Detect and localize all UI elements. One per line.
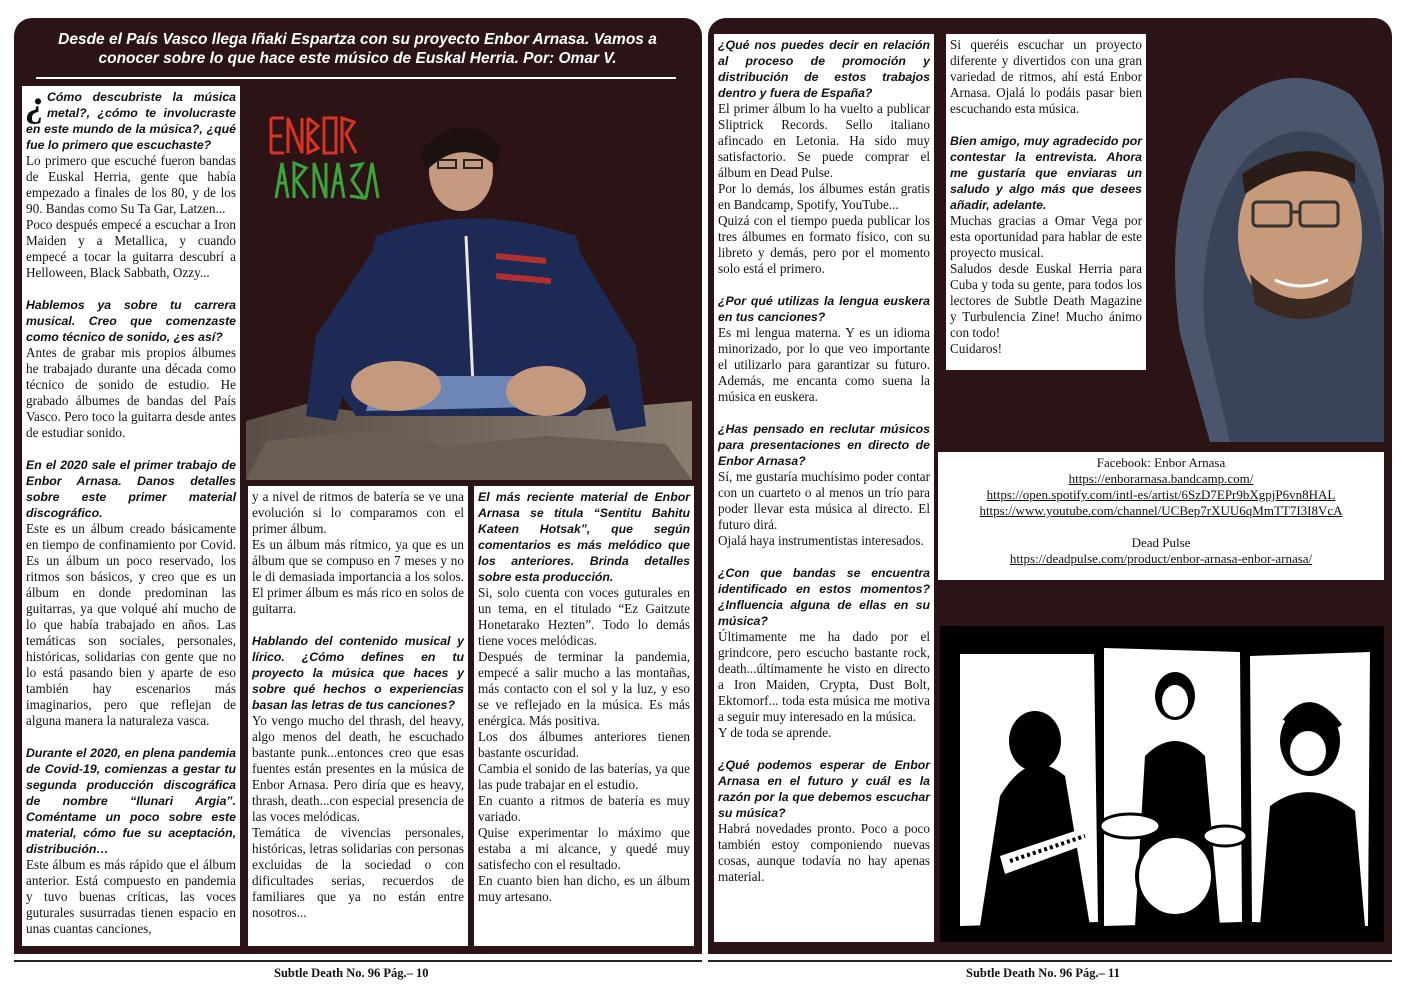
answer: Saludos desde Euskal Herria para Cuba y toda su gente, para todos los lectores de Subtle Death Magazine y Turbulencia Zine! Mucho ánimo con todo! [950, 261, 1142, 340]
answer: Yo vengo mucho del thrash, del heavy, algo menos del death, he escuchado bastante punk...entonces creo que esas fuentes están presentes en la música de Enbor Arnasa. Pero diría que es heavy, thrash, death...con especial presencia de las voces melódicas. [252, 713, 464, 824]
answer: Y de toda se aprende. [718, 725, 832, 740]
article-intro: Desde el País Vasco llega Iñaki Espartza con su proyecto Enbor Arnasa. Vamos a conocer sobre lo que hace este músico de Euskal Herria. Por: Omar V. [58, 31, 657, 67]
answer: Ojalá haya instrumentistas interesados. [718, 533, 924, 548]
column-3 [474, 486, 694, 946]
answer: Si queréis escuchar un proyecto diferente y divertidos con una gran variedad de ritmos, ahí está Enbor Arnasa. Ojalá lo podáis pasar bien escuchando esta música. [950, 37, 1142, 116]
answer: Últimamente me ha dado por el grindcore, pero escucho bastante rock, death...últimamente he visto en directo a Iron Maiden, Crypta, Dust Bolt, Ektomorf... toda esta música me motiva a seguir muy interesado en la música. [718, 629, 930, 724]
answer: Después de terminar la pandemia, empecé a salir mucho a las montañas, más contacto con el sol y la luz, y eso se ve reflejado en la música. Es más enérgica. Más positiva. [478, 649, 690, 728]
answer: Habrá novedades pronto. Poco a poco también estoy componiendo nuevas cosas, aunque todavía no hay apenas material. [718, 821, 930, 884]
answer: Temática de vivencias personales, históricas, letras solidarias con personas excluidas de la sociedad o con dificultades serias, recuerdos de familiares que ya no están entre nosotros... [252, 825, 464, 920]
answer: Este álbum es más rápido que el álbum anterior. Está compuesto en pandemia y tuvo buenas críticas, las voces guturales susurradas tienen espacio en unas cuantas canciones, [26, 857, 236, 936]
question: En el 2020 sale el primer trabajo de Enbor Arnasa. Danos detalles sobre este primer material discográfico. [26, 458, 236, 520]
answer: Los dos álbumes anteriores tienen bastante oscuridad. [478, 729, 690, 760]
intro-divider [36, 77, 676, 79]
answer: Cuidaros! [950, 341, 1003, 356]
question: Bien amigo, muy agradecido por contestar la entrevista. Ahora me gustaría que enviaras un saludo y algo más que desees añadir, adelante. [950, 134, 1142, 212]
answer: Muchas gracias a Omar Vega por esta oportunidad para hablar de este proyecto musical. [950, 213, 1142, 260]
links-box [938, 452, 1384, 580]
page-footer-right: Subtle Death No. 96 Pág.– 11 [966, 966, 1120, 980]
youtube-link[interactable]: https://www.youtube.com/channel/UCBep7rXUU6qMmTT7I3I8VcA [979, 503, 1343, 518]
answer: Quizá con el tiempo pueda publicar los tres álbumes en formato físico, con su libreto y demás, pero por el momento solo está el primero. [718, 213, 930, 276]
dropcap: ¿ [26, 86, 45, 125]
deadpulse-link[interactable]: https://deadpulse.com/product/enbor-arnasa-enbor-arnasa/ [1009, 551, 1313, 566]
question: Hablemos ya sobre tu carrera musical. Creo que comenzaste como técnico de sonido, ¿es así? [26, 298, 236, 344]
portrait-illustration [1150, 34, 1384, 442]
column-1 [22, 86, 240, 946]
answer: Poco después empecé a escuchar a Iron Maiden y a Metallica, y cuando empecé a tocar la guitarra descubrí a Helloween, Black Sabbath, Ozzy... [26, 217, 236, 280]
enbor-arnasa-logo [266, 108, 386, 208]
answer: Quise experimentar lo máximo que estaba a mi alcance, y quedé muy satisfecho con el resultado. [478, 825, 690, 872]
column-2 [248, 486, 468, 946]
question: Durante el 2020, en plena pandemia de Covid-19, comienzas a gestar tu segunda producción discográfica de nombre “Ilunari Argia”. Coméntame un poco sobre este material, cómo fue su aceptación, distribución… [26, 746, 236, 856]
answer: Es mi lengua materna. Y es un idioma minorizado, por lo que veo importante el utilizarlo para garantizar su futuro. Además, me encanta como suena la música en euskera. [718, 325, 930, 404]
question: ¿Por qué utilizas la lengua euskera en tus canciones? [718, 294, 930, 324]
answer: En cuanto bien han dicho, es un álbum muy artesano. [478, 873, 690, 904]
portrait-photo [1150, 34, 1384, 442]
answer: Sí, me gustaría muchísimo poder contar con un cuarteto o al menos un trío para poder llevar esta música al directo. El futuro dirá. [718, 469, 930, 532]
answer: Por lo demás, los álbumes están gratis en Bandcamp, Spotify, YouTube... [718, 181, 930, 212]
musician-photo [246, 86, 692, 480]
answer: El primer álbum lo ha vuelto a publicar Sliptrick Records. Sello italiano afincado en Letonia. Ha sido muy satisfactorio. Se puede comprar el álbum en Dead Pulse. [718, 101, 930, 180]
comic-illustration [940, 626, 1384, 942]
answer: En cuanto a ritmos de batería es muy variado. [478, 793, 690, 824]
deadpulse-label: Dead Pulse [1131, 535, 1191, 550]
comic-panels [940, 626, 1384, 942]
answer: Es un álbum más rítmico, ya que es un álbum que se compuso en 7 meses y no le di demasiada importancia a los solos. El primer álbum es más rico en solos de guitarra. [252, 537, 464, 616]
question: Cómo descubriste la música metal?, ¿cómo te involucraste en este mundo de la música?, ¿qué fue lo primero que escuchaste? [26, 90, 236, 152]
page-footer-left: Subtle Death No. 96 Pág.– 10 [274, 966, 429, 980]
question: ¿Qué nos puedes decir en relación al proceso de promoción y distribución de estos trabajos dentro y fuera de España? [718, 38, 930, 100]
question: ¿Con que bandas se encuentra identificado en estos momentos? ¿Influencia alguna de ellas en su música? [718, 566, 930, 628]
bandcamp-link[interactable]: https://enborarnasa.bandcamp.com/ [1068, 471, 1254, 486]
spotify-link[interactable]: https://open.spotify.com/intl-es/artist/6SzD7EPr9bXgpjP6vn8HAL [986, 487, 1336, 502]
answer: Este es un álbum creado básicamente en tiempo de confinamiento por Covid. Es un álbum un poco reservado, los ritmos son básicos, y creo que es un álbum en donde predominan las guitarras, ya que volqué ahí mucho de lo que había trabajado en años. Las temáticas son sociales, personales, históricas, solidarias con gente que no lo está pasando bien y aparte de eso también hay escenarios más imaginarios, pero que reflejan de alguna manera la naturaleza vasca. [26, 521, 236, 728]
column-5 [946, 34, 1146, 370]
question: El más reciente material de Enbor Arnasa se titula “Sentitu Bahitu Kateen Hotsak”, que según comentarios es más melódico que los anteriores. Brinda detalles sobre esta producción. [478, 490, 690, 584]
question: ¿Has pensado en reclutar músicos para presentaciones en directo de Enbor Arnasa? [718, 422, 930, 468]
question: ¿Qué podemos esperar de Enbor Arnasa en el futuro y cuál es la razón por la que debemos escuchar su música? [718, 758, 930, 820]
answer: Si, solo cuenta con voces guturales en un tema, en el titulado “Ez Gaitzute Honetarako Hezten”. Todo lo demás tiene voces melódicas. [478, 585, 690, 648]
facebook-label: Facebook: Enbor Arnasa [1096, 455, 1226, 470]
answer: Antes de grabar mis propios álbumes he trabajado durante una década como técnico de sonido de estudio. He grabado álbumes de bandas del País Vasco. Pero toco la guitarra desde antes de estudiar sonido. [26, 345, 236, 440]
column-4 [714, 34, 934, 942]
footer-divider-left [14, 960, 702, 962]
answer: Cambia el sonido de las baterías, ya que las pude trabajar en el estudio. [478, 761, 690, 792]
question: Hablando del contenido musical y lírico. ¿Cómo defines en tu proyecto la música que haces y sobre qué hechos o experiencias basan las letras de tus canciones? [252, 634, 464, 712]
answer: y a nivel de ritmos de batería se ve una evolución si lo comparamos con el primer álbum. [252, 489, 464, 536]
answer: Lo primero que escuché fueron bandas de Euskal Herria, gente que había empezado a finales de los 80, y de los 90. Bandas como Su Ta Gar, Latzen... [26, 153, 236, 216]
footer-divider-right [708, 960, 1392, 962]
